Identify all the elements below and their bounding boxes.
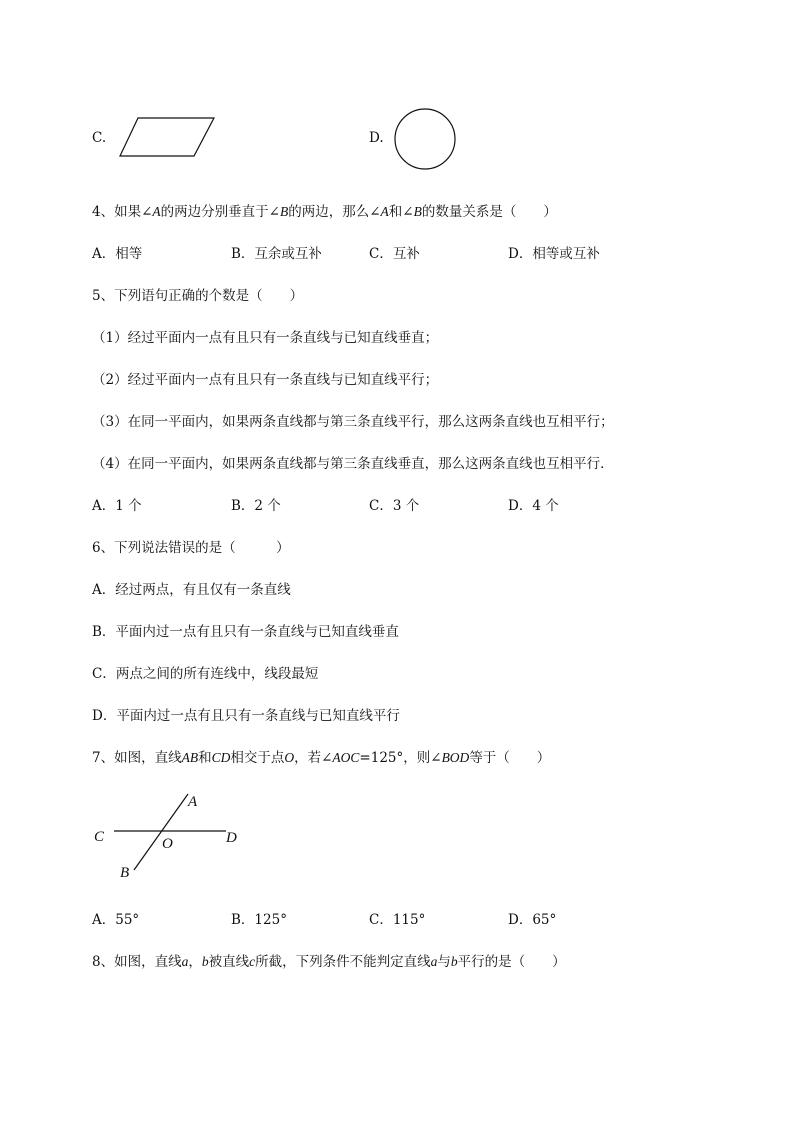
- q7-option-c: C．115°: [369, 912, 426, 928]
- q5-option-b: B．2 个: [231, 498, 281, 514]
- q6-option-d: D．平面内过一点有且只有一条直线与已知直线平行: [92, 708, 400, 724]
- circle-figure: [392, 106, 458, 172]
- intersecting-lines-figure: [90, 790, 250, 885]
- label-a: A: [188, 794, 198, 810]
- q5-option-d: D．4 个: [508, 498, 559, 514]
- q5-statement-4: （4）在同一平面内，如果两条直线都与第三条直线垂直，那么这两条直线也互相平行．: [92, 456, 614, 472]
- label-d: D: [226, 830, 237, 846]
- q5-option-a: A．1 个: [92, 498, 142, 514]
- q8-stem: 8、如图，直线a，b被直线c所截，下列条件不能判定直线a与b平行的是（ ）: [92, 954, 566, 970]
- q6-stem: 6、下列说法错误的是（ ）: [92, 540, 290, 556]
- q4-option-b: B．互余或互补: [231, 246, 322, 262]
- q6-option-c: C．两点之间的所有连线中，线段最短: [92, 666, 319, 682]
- q7-option-a: A．55°: [92, 912, 140, 928]
- line-ab: [134, 794, 188, 870]
- q5-statement-3: （3）在同一平面内，如果两条直线都与第三条直线平行，那么这两条直线也互相平行；: [92, 414, 614, 430]
- q5-statement-1: （1）经过平面内一点有且只有一条直线与已知直线垂直；: [92, 330, 439, 346]
- q7-option-b: B．125°: [231, 912, 287, 928]
- q4-option-d: D．相等或互补: [508, 246, 600, 262]
- q5-statement-2: （2）经过平面内一点有且只有一条直线与已知直线平行；: [92, 372, 439, 388]
- q6-option-b: B．平面内过一点有且只有一条直线与已知直线垂直: [92, 624, 399, 640]
- label-o: O: [162, 836, 173, 852]
- q4-option-c: C．互补: [369, 246, 420, 262]
- q3-option-d-label: D.: [369, 130, 384, 146]
- q4-stem: 4、如果∠A的两边分别垂直于∠B的两边，那么∠A和∠B的数量关系是（ ）: [92, 204, 557, 220]
- q3-option-c-label: C.: [92, 130, 107, 146]
- q5-stem: 5、下列语句正确的个数是（ ）: [92, 288, 304, 304]
- label-c: C: [94, 829, 105, 845]
- q7-stem: 7、如图，直线AB和CD相交于点O，若∠AOC=125°，则∠BOD等于（ ）: [92, 750, 551, 766]
- q7-option-d: D．65°: [508, 912, 557, 928]
- q4-option-a: A．相等: [92, 246, 143, 262]
- q6-option-a: A．经过两点，有且仅有一条直线: [92, 582, 291, 598]
- label-b: B: [120, 865, 130, 881]
- parallelogram-figure: [118, 116, 218, 160]
- q5-option-c: C．3 个: [369, 498, 420, 514]
